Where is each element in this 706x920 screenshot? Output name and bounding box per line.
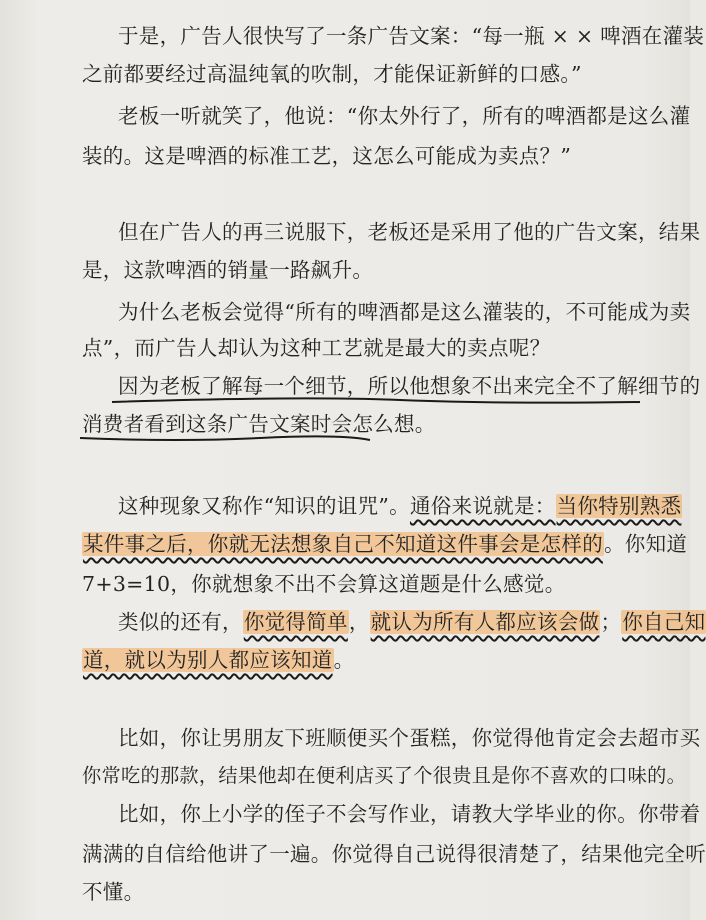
- paragraph-line: 不懂。: [82, 880, 145, 904]
- highlighted-phrase: 某件事之后，你就无法想象自己不知道这件事会是怎样的: [83, 532, 603, 556]
- paragraph-line: [82, 530, 687, 558]
- highlighted-phrase: 道，就以为别人都应该知道: [83, 648, 333, 672]
- paragraph-line: 但在广告人的再三说服下，老板还是采用了他的广告文案，结果: [118, 220, 701, 244]
- paragraph-line: 于是，广告人很快写了一条广告文案：“每一瓶 × × 啤酒在灌装: [118, 24, 705, 48]
- paragraph-line: [118, 608, 706, 636]
- paragraph-line: 之前都要经过高温纯氧的吹制，才能保证新鲜的口感。”: [82, 62, 582, 86]
- text-segment: ，: [348, 610, 370, 634]
- text-segment: 这种现象又称作“知识的诅咒”。: [118, 494, 410, 518]
- paragraph-line: 装的。这是啤酒的标准工艺，这怎么可能成为卖点？”: [82, 144, 572, 168]
- text-segment: 。你知道: [604, 532, 688, 556]
- underlined-phrase: 通俗来说就是：: [409, 494, 556, 518]
- paragraph-line: 点”，而广告人却认为这种工艺就是最大的卖点呢？: [82, 336, 551, 360]
- paragraph-line: 是，这款啤酒的销量一路飙升。: [82, 258, 374, 282]
- pen-underline-marks: [0, 0, 690, 460]
- paragraph-line: 比如，你上小学的侄子不会写作业，请教大学毕业的你。你带着: [118, 802, 701, 826]
- paragraph-line: 因为老板了解每一个细节，所以他想象不出来完全不了解细节的: [118, 374, 701, 398]
- paragraph-line: 7+3=10，你就想象不出不会算这道题是什么感觉。: [82, 572, 566, 596]
- paragraph-line: 满满的自信给他讲了一遍。你觉得自己说得很清楚了，结果他完全听: [82, 842, 706, 866]
- paragraph-line: 你常吃的那款，结果他却在便利店买了个很贵且是你不喜欢的口味的。: [82, 764, 687, 787]
- paragraph-line: 为什么老板会觉得“所有的啤酒都是这么灌装的，不可能成为卖: [118, 300, 691, 324]
- paragraph-line: 老板一听就笑了，他说：“你太外行了，所有的啤酒都是这么灌: [118, 104, 691, 128]
- paragraph-line: 消费者看到这条广告文案时会怎么想。: [82, 412, 436, 436]
- paragraph-line: 比如，你让男朋友下班顺便买个蛋糕，你觉得他肯定会去超市买: [118, 726, 701, 750]
- highlighted-phrase: 你觉得简单: [243, 610, 348, 634]
- paragraph-line: [82, 646, 354, 674]
- highlighted-phrase: 你自己知: [622, 610, 706, 634]
- text-segment: ；: [600, 610, 622, 634]
- highlighted-phrase: 就认为所有人都应该会做: [370, 610, 600, 634]
- text-segment: 类似的还有，: [118, 610, 243, 634]
- paragraph-line: [118, 492, 682, 520]
- highlighted-phrase: 当你特别熟悉: [556, 494, 682, 518]
- text-segment: 。: [333, 648, 355, 672]
